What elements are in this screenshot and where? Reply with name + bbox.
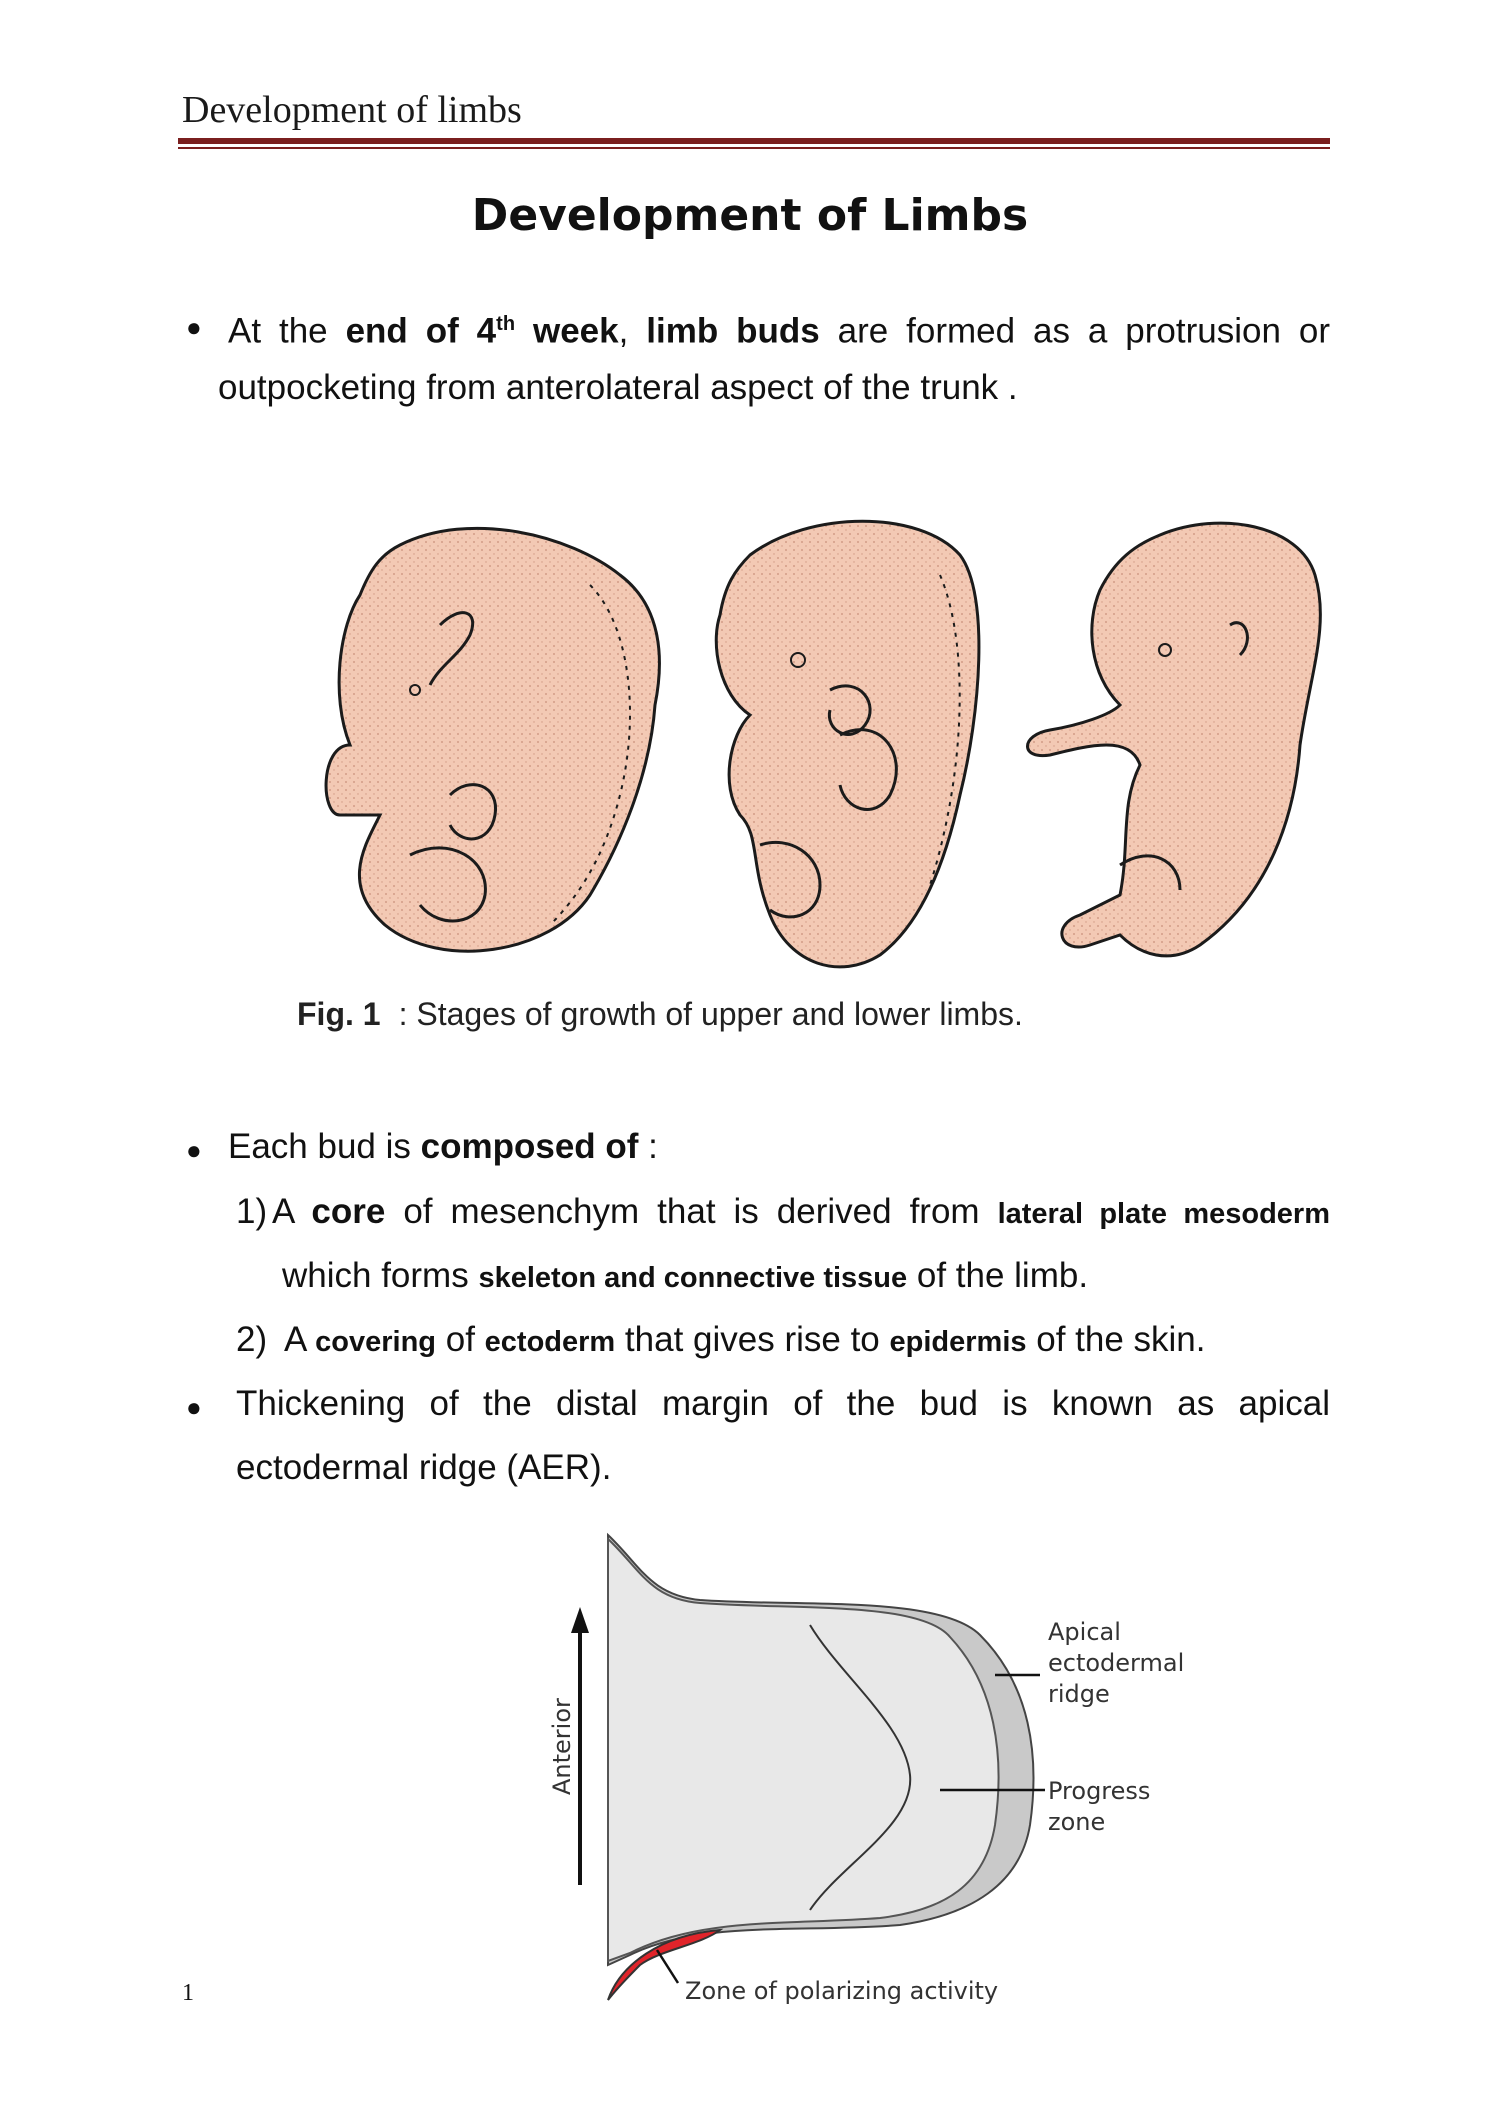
progress-label-line-2: zone [1048,1808,1106,1836]
aer-label-line-2: ectodermal [1048,1649,1185,1677]
bullet-icon: ● [186,312,202,342]
composition-item-1: A core of mesenchym that is derived from lateral plate mesoderm [272,1192,1330,1231]
bullet-icon: ● [186,1392,202,1422]
running-header: Development of limbs [182,89,522,131]
composition-item-2: A covering of ectoderm that gives rise to epidermis of the skin. [284,1320,1206,1359]
zpa-label: Zone of polarizing activity [685,1977,999,2005]
aer-label-line-3: ridge [1048,1680,1110,1708]
figure-1-caption: Fig. 1 : Stages of growth of upper and lower limbs. [297,996,1023,1032]
aer-line-1: Thickening of the distal margin of the bud is known as apical [236,1384,1330,1423]
bullet-icon: ● [186,1135,202,1165]
anterior-label: Anterior [548,1698,576,1795]
page-number: 1 [182,1980,194,2006]
intro-line-2: outpocketing from anterolateral aspect of the trunk . [218,368,1018,407]
limb-bud-diagram [540,1525,1240,2015]
header-rule-thin [178,147,1330,149]
header-rule [178,138,1330,144]
embryo-stages-figure [320,515,1390,975]
composition-item-1-num: 1) [236,1192,268,1231]
composition-item-1-cont: which forms skeleton and connective tissue of the limb. [282,1256,1089,1295]
aer-label-line-1: Apical [1048,1618,1121,1646]
embryo-stage-2 [716,521,979,967]
aer-line-2: ectodermal ridge (AER). [236,1448,612,1487]
composition-heading: Each bud is composed of : [228,1127,658,1166]
embryo-stage-1 [326,528,659,951]
page-title: Development of Limbs [471,190,1029,241]
composition-item-2-num: 2) [236,1320,268,1359]
progress-label-line-1: Progress [1048,1777,1151,1805]
embryo-stage-3 [1028,523,1321,956]
intro-line-1: At the end of 4th week, limb buds are formed as a protrusion or [228,311,1330,351]
